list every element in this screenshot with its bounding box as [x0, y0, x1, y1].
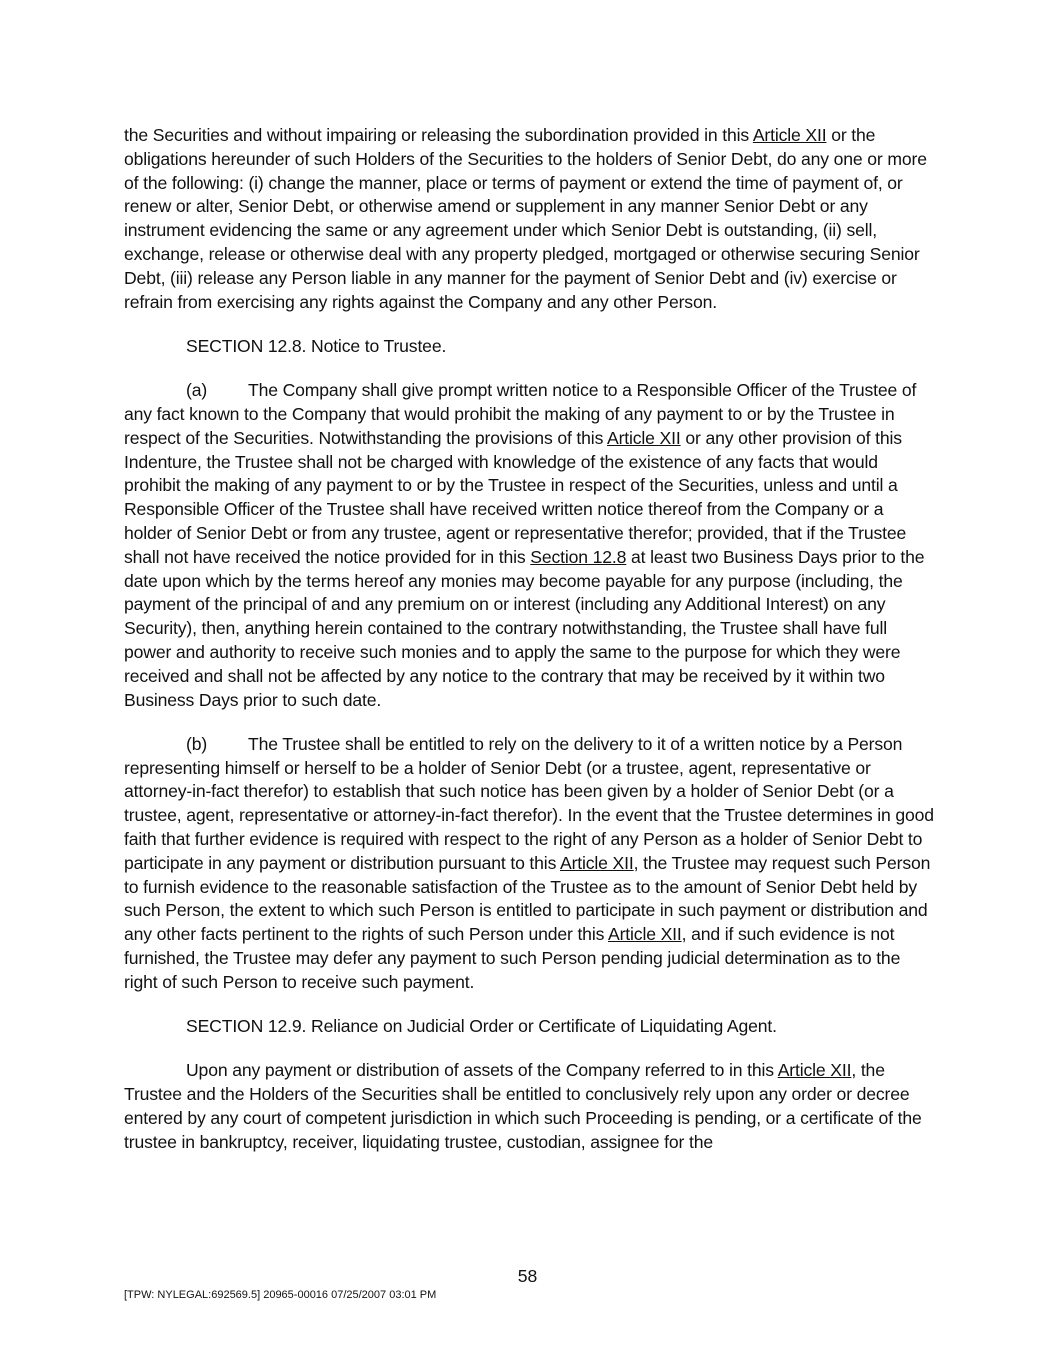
paragraph-b: [124, 733, 934, 995]
paragraph-text: or any other provision of this Indenture, the Trustee shall not be charged with knowledge of the existence of any facts that would prohibit the making of any payment to or by the Trustee in respect of the Securities, unless and until a Responsible Officer of the Trustee shall have received written notice thereof from the Company or a holder of Senior Debt or from any trustee, agent or representative therefor; provided, that if the Trustee shall not have received the notice provided for in this: [124, 427, 907, 567]
article-xii-reference: Article XII: [606, 427, 681, 448]
page-number: 58: [517, 1266, 538, 1286]
continuation-paragraph: [124, 124, 934, 314]
paragraph-text: The Trustee shall be entitled to rely on the delivery to it of a written notice by a Person representing himself or herself to be a holder of Senior Debt (or a trustee, agent, representative or attorney-in-fact therefor) to establish that such notice has been given by a holder of Senior Debt (or a trustee, agent, representative or attorney-in-fact therefor). In the event that the Trustee determines in good faith that further evidence is required with respect to the right of any Person as a holder of Senior Debt to participate in any payment or distribution pursuant to this: [124, 733, 934, 873]
paragraph-text: Upon any payment or distribution of assets of the Company referred to in this: [186, 1060, 778, 1081]
paragraph-text: The Company shall give prompt written notice to a Responsible Officer of the Trustee of any fact known to the Company that would prohibit the making of any payment to or by the Trustee in respect of the Securities. Notwithstanding the provisions of this: [124, 380, 917, 448]
paragraph-text: , the Trustee and the Holders of the Securities shall be entitled to conclusively rely upon any order or decree entered by any court of competent jurisdiction in which such Proceeding is pending, or a certificate of the trustee in bankruptcy, receiver, liquidating trustee, custodian, assignee for the: [124, 1060, 922, 1152]
document-footer: [TPW: NYLEGAL:692569.5] 20965-00016 07/25/2007 03:01 PM: [124, 1289, 437, 1301]
final-paragraph: [124, 1059, 934, 1154]
paragraph-text: , the Trustee may request such Person to furnish evidence to the reasonable satisfaction of the Trustee as to the amount of Senior Debt held by such Person, the extent to which such Person is entitled to participate in such payment or distribution and any other facts pertinent to the rights of such Person under this: [124, 852, 931, 945]
article-xii-reference: Article XII: [777, 1060, 852, 1081]
article-xii-reference: Article XII: [559, 852, 634, 873]
paragraph-label-a: (a): [186, 380, 208, 401]
section-12-8-reference: Section 12.8: [530, 546, 627, 567]
paragraph-a: [124, 379, 934, 712]
section-12-8-heading: SECTION 12.8. Notice to Trustee.: [186, 335, 447, 356]
paragraph-text: the Securities and without impairing or releasing the subordination provided in this: [124, 125, 753, 145]
section-12-9-heading: SECTION 12.9. Reliance on Judicial Order or Certificate of Liquidating Agent.: [186, 1016, 777, 1037]
paragraph-text: at least two Business Days prior to the date upon which by the terms hereof any monies may become payable for any purpose (including, the payment of the principal of and any premium on or interest (including any Additional Interest) on any Security), then, anything herein contained to the contrary notwithstanding, the Trustee shall have full power and authority to receive such monies and to apply the same to the purpose for which they were received and shall not be affected by any notice to the contrary that may be received by it within two Business Days prior to such date.: [124, 546, 925, 710]
article-xii-reference: Article XII: [608, 924, 682, 945]
paragraph-text: or the obligations hereunder of such Holders of the Securities to the holders of Senior Debt, do any one or more of the following: (i) change the manner, place or terms of payment or extend the time of payment of, or renew or alter, Senior Debt, or otherwise amend or supplement in any manner Senior Debt or any instrument evidencing the same or any agreement under which Senior Debt is outstanding, (ii) sell, exchange, release or otherwise deal with any property pledged, mortgaged or otherwise securing Senior Debt, (iii) release any Person liable in any manner for the payment of Senior Debt and (iv) exercise or refrain from exercising any rights against the Company and any other Person.: [124, 125, 927, 312]
document-body: [124, 124, 934, 1175]
article-xii-reference: Article XII: [752, 125, 827, 145]
paragraph-label-b: (b): [186, 733, 208, 754]
paragraph-text: , and if such evidence is not furnished, the Trustee may defer any payment to such Person pending judicial determination as to the right of such Person to receive such payment.: [124, 924, 901, 992]
